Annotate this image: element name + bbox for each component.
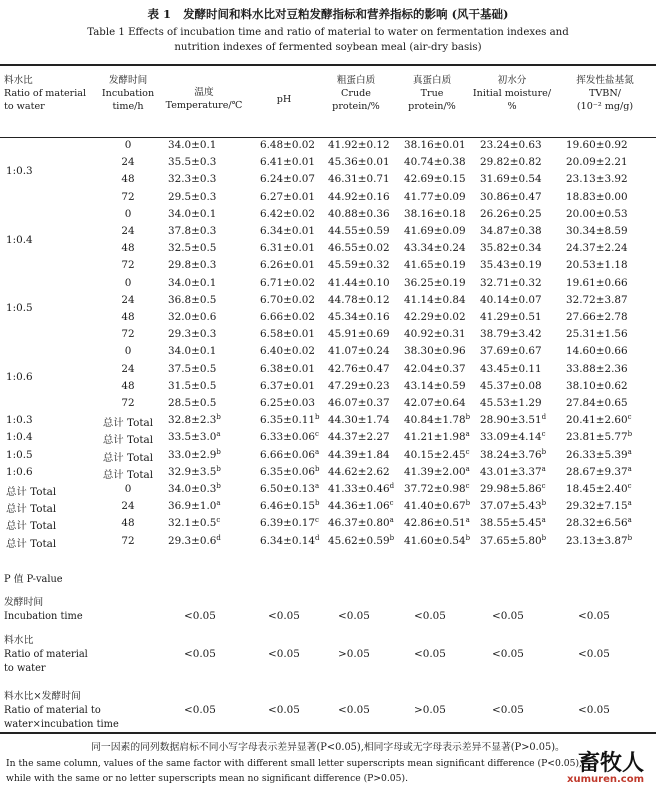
ratio-cell: 总计 Total bbox=[6, 486, 57, 498]
moisture-cell: 38.24±3.76$^b$ bbox=[480, 447, 547, 461]
header-true-protein: 真蛋白质 True protein/% bbox=[408, 75, 456, 112]
pvalue-cell: <0.05 bbox=[578, 610, 610, 622]
ph-cell: 6.39±0.17$^c$ bbox=[260, 516, 319, 530]
true-protein-cell: 40.84±1.78$^b$ bbox=[404, 413, 471, 427]
ph-cell: 6.66±0.06$^a$ bbox=[260, 447, 320, 461]
true-protein-cell: 41.69±0.09 bbox=[404, 225, 466, 237]
header-time: 发酵时间 Incubation time/h bbox=[101, 75, 155, 112]
tvbn-cell: 30.34±8.59 bbox=[566, 225, 628, 237]
temperature-cell: 32.1±0.5$^c$ bbox=[168, 516, 221, 530]
tvbn-cell: 27.84±0.65 bbox=[566, 397, 628, 409]
tvbn-cell: 38.10±0.62 bbox=[566, 379, 628, 392]
crude-protein-cell: 44.30±1.74 bbox=[328, 414, 390, 427]
true-protein-cell: 40.74±0.38 bbox=[404, 156, 466, 169]
ph-cell: 6.70±0.02 bbox=[260, 293, 315, 306]
total-row bbox=[0, 483, 656, 500]
footnote-en: In the same column, values of the same factor with different small letter superscripts mean significant difference (P<0.05), while with the same or no letter superscripts mean no significant difference (P>0.05). bbox=[6, 758, 582, 784]
ratio-cell: 1:0.3 bbox=[6, 414, 33, 427]
ph-cell: 6.38±0.01 bbox=[260, 362, 315, 375]
header-tvbn: 挥发性盐基氮 TVBN/ (10⁻² mg/g) bbox=[576, 75, 634, 112]
pvalue-cell: <0.05 bbox=[338, 704, 370, 716]
true-protein-cell: 41.21±1.98$^a$ bbox=[404, 430, 470, 444]
header-ratio: 料水比 Ratio of material to water bbox=[4, 75, 87, 112]
moisture-cell: 37.65±5.80$^b$ bbox=[480, 533, 547, 547]
temperature-cell: 32.3±0.3 bbox=[168, 173, 217, 186]
time-cell: 72 bbox=[121, 534, 135, 547]
temperature-cell: 31.5±0.5 bbox=[168, 379, 217, 392]
moisture-cell: 40.14±0.07 bbox=[480, 293, 542, 306]
true-protein-cell: 41.39±2.00$^a$ bbox=[404, 464, 470, 478]
true-protein-cell: 38.16±0.01 bbox=[404, 139, 466, 151]
pvalue-cell: <0.05 bbox=[338, 610, 370, 622]
temperature-cell: 28.5±0.5 bbox=[168, 397, 217, 409]
pvalue-factor-label: 发酵时间 Incubation time bbox=[4, 597, 83, 622]
tvbn-cell: 23.13±3.87$^b$ bbox=[566, 533, 633, 547]
time-cell: 24 bbox=[121, 293, 135, 306]
tvbn-cell: 18.45±2.40$^c$ bbox=[566, 482, 632, 495]
pvalue-factor-label: 料水比 Ratio of material to water bbox=[4, 635, 88, 674]
table-row bbox=[0, 363, 656, 380]
time-cell: 24 bbox=[121, 156, 135, 169]
temperature-cell: 34.0±0.1 bbox=[168, 345, 217, 358]
time-cell: 72 bbox=[121, 328, 135, 341]
crude-protein-cell: 45.36±0.01 bbox=[328, 156, 390, 169]
table-title-zh: 发酵时间和料水比对豆粕发酵指标和营养指标的影响 (风干基础) bbox=[183, 7, 509, 21]
tvbn-cell: 29.32±7.15$^a$ bbox=[566, 499, 632, 513]
moisture-cell: 28.90±3.51$^d$ bbox=[480, 413, 547, 427]
crude-protein-cell: 47.29±0.23 bbox=[328, 379, 390, 392]
crude-protein-cell: 41.44±0.10 bbox=[328, 276, 390, 289]
moisture-cell: 29.98±5.86$^c$ bbox=[480, 482, 546, 495]
temperature-cell: 32.8±2.3$^b$ bbox=[168, 413, 221, 427]
bottom-rule bbox=[0, 732, 656, 734]
moisture-cell: 45.53±1.29 bbox=[480, 397, 542, 409]
ph-cell: 6.34±0.01 bbox=[260, 225, 315, 237]
table-row bbox=[0, 242, 656, 259]
crude-protein-cell: 41.92±0.12 bbox=[328, 139, 390, 151]
table-row bbox=[0, 397, 656, 414]
time-cell: 0 bbox=[124, 345, 132, 358]
temperature-cell: 34.0±0.1 bbox=[168, 276, 217, 289]
table-label: 表 1 bbox=[147, 7, 172, 21]
temperature-cell: 29.3±0.3 bbox=[168, 328, 217, 341]
table-row bbox=[0, 294, 656, 311]
temperature-cell: 36.9±1.0$^a$ bbox=[168, 499, 221, 513]
top-rule bbox=[0, 64, 656, 66]
time-cell: 72 bbox=[121, 259, 135, 272]
pvalue-cell: <0.05 bbox=[268, 648, 300, 660]
ph-cell: 6.31±0.01 bbox=[260, 242, 315, 255]
ratio-cell: 1:0.4 bbox=[6, 431, 33, 444]
true-protein-cell: 42.86±0.51$^a$ bbox=[404, 516, 470, 530]
moisture-cell: 33.09±4.14$^c$ bbox=[480, 430, 546, 444]
tvbn-cell: 20.41±2.60$^c$ bbox=[566, 413, 632, 427]
tvbn-cell: 28.32±6.56$^a$ bbox=[566, 516, 632, 530]
temperature-cell: 32.5±0.5 bbox=[168, 242, 217, 255]
pvalue-cell: <0.05 bbox=[492, 610, 524, 622]
true-protein-cell: 41.65±0.19 bbox=[404, 259, 466, 272]
tvbn-cell: 20.09±2.21 bbox=[566, 156, 628, 169]
true-protein-cell: 38.30±0.96 bbox=[404, 345, 466, 358]
crude-protein-cell: 44.92±0.16 bbox=[328, 190, 390, 203]
moisture-cell: 38.55±5.45$^a$ bbox=[480, 516, 546, 530]
crude-protein-cell: 42.76±0.47 bbox=[328, 362, 390, 375]
ph-cell: 6.24±0.07 bbox=[260, 173, 315, 186]
ph-cell: 6.27±0.01 bbox=[260, 190, 315, 203]
ph-cell: 6.46±0.15$^b$ bbox=[260, 499, 320, 513]
table-caption-zh bbox=[0, 6, 656, 22]
watermark-url: xumuren.com bbox=[567, 774, 644, 785]
time-cell: 24 bbox=[121, 500, 135, 513]
pvalue-cell: <0.05 bbox=[414, 610, 446, 622]
true-protein-cell: 42.07±0.64 bbox=[404, 397, 466, 409]
ph-cell: 6.66±0.02 bbox=[260, 311, 315, 323]
time-cell: 48 bbox=[121, 242, 135, 255]
crude-protein-cell: 41.07±0.24 bbox=[328, 345, 390, 358]
tvbn-cell: 25.31±1.56 bbox=[566, 328, 628, 341]
pvalue-cell: <0.05 bbox=[578, 648, 610, 660]
pvalue-cell: <0.05 bbox=[268, 610, 300, 622]
moisture-cell: 32.71±0.32 bbox=[480, 276, 542, 289]
total-row bbox=[0, 517, 656, 534]
table-row bbox=[0, 191, 656, 208]
moisture-cell: 30.86±0.47 bbox=[480, 190, 542, 203]
ph-cell: 6.50±0.13$^a$ bbox=[260, 482, 320, 495]
ph-cell: 6.41±0.01 bbox=[260, 156, 315, 169]
ph-cell: 6.35±0.06$^b$ bbox=[260, 464, 320, 478]
time-cell: 48 bbox=[121, 517, 135, 530]
crude-protein-cell: 44.62±2.62 bbox=[328, 465, 390, 478]
total-row bbox=[0, 535, 656, 552]
crude-protein-cell: 46.55±0.02 bbox=[328, 242, 390, 255]
crude-protein-cell: 45.59±0.32 bbox=[328, 259, 390, 272]
group-label: 1:0.5 bbox=[6, 302, 33, 315]
tvbn-cell: 20.53±1.18 bbox=[566, 259, 628, 272]
time-cell: 0 bbox=[124, 276, 132, 289]
table-title-en-line1: Table 1 Effects of incubation time and ratio of material to water on fermentation indexes and bbox=[87, 27, 569, 38]
table-row bbox=[0, 225, 656, 242]
temperature-cell: 35.5±0.3 bbox=[168, 156, 217, 169]
tvbn-cell: 27.66±2.78 bbox=[566, 311, 628, 323]
tvbn-cell: 19.61±0.66 bbox=[566, 276, 628, 289]
temperature-cell: 36.8±0.5 bbox=[168, 293, 217, 306]
table-title-en-line2: nutrition indexes of fermented soybean meal (air-dry basis) bbox=[174, 42, 482, 53]
temperature-cell: 33.0±2.9$^b$ bbox=[168, 447, 221, 461]
true-protein-cell: 36.25±0.19 bbox=[404, 276, 466, 289]
crude-protein-cell: 44.55±0.59 bbox=[328, 225, 390, 237]
temperature-cell: 29.5±0.3 bbox=[168, 190, 217, 203]
pvalue-cell: <0.05 bbox=[268, 704, 300, 716]
tvbn-cell: 24.37±2.24 bbox=[566, 242, 628, 255]
tvbn-cell: 23.81±5.77$^b$ bbox=[566, 430, 633, 444]
temperature-cell: 34.0±0.1 bbox=[168, 139, 217, 151]
table-row bbox=[0, 156, 656, 173]
temperature-cell: 33.5±3.0$^a$ bbox=[168, 430, 221, 444]
ph-cell: 6.33±0.06$^c$ bbox=[260, 430, 319, 444]
moisture-cell: 43.01±3.37$^a$ bbox=[480, 464, 546, 478]
ratio-cell: 1:0.5 bbox=[6, 448, 33, 461]
true-protein-cell: 42.29±0.02 bbox=[404, 311, 466, 323]
temperature-cell: 34.0±0.1 bbox=[168, 207, 217, 220]
true-protein-cell: 42.04±0.37 bbox=[404, 362, 466, 375]
pvalue-factor-label: 料水比×发酵时间 Ratio of material to water×incubation time bbox=[4, 691, 119, 730]
time-cell: 72 bbox=[121, 190, 135, 203]
moisture-cell: 31.69±0.54 bbox=[480, 173, 542, 186]
time-cell: 总计 Total bbox=[102, 468, 154, 481]
group-label: 1:0.6 bbox=[6, 371, 33, 384]
true-protein-cell: 40.92±0.31 bbox=[404, 328, 466, 341]
moisture-cell: 34.87±0.38 bbox=[480, 225, 542, 237]
true-protein-cell: 41.60±0.54$^b$ bbox=[404, 533, 471, 547]
time-cell: 48 bbox=[121, 311, 135, 323]
crude-protein-cell: 40.88±0.36 bbox=[328, 207, 390, 220]
crude-protein-cell: 44.36±1.06$^c$ bbox=[328, 499, 394, 513]
table-row bbox=[0, 380, 656, 397]
pvalue-cell: <0.05 bbox=[492, 648, 524, 660]
ratio-cell: 1:0.6 bbox=[6, 465, 33, 478]
table-caption-en bbox=[0, 25, 656, 55]
time-cell: 0 bbox=[124, 139, 132, 151]
total-row bbox=[0, 466, 656, 483]
table-row bbox=[0, 277, 656, 294]
crude-protein-cell: 44.39±1.84 bbox=[328, 448, 390, 461]
group-label: 1:0.3 bbox=[6, 164, 33, 177]
pvalue-cell: <0.05 bbox=[184, 704, 216, 716]
true-protein-cell: 41.77±0.09 bbox=[404, 190, 466, 203]
watermark-text: 畜牧人 bbox=[577, 751, 644, 776]
temperature-cell: 37.5±0.5 bbox=[168, 362, 217, 375]
total-row bbox=[0, 449, 656, 466]
crude-protein-cell: 46.31±0.71 bbox=[328, 173, 390, 186]
ratio-cell: 总计 Total bbox=[6, 537, 57, 550]
time-cell: 总计 Total bbox=[102, 434, 154, 447]
ph-cell: 6.40±0.02 bbox=[260, 345, 315, 358]
true-protein-cell: 43.14±0.59 bbox=[404, 379, 466, 392]
pvalue-cell: >0.05 bbox=[338, 648, 370, 660]
true-protein-cell: 42.69±0.15 bbox=[404, 173, 466, 186]
tvbn-cell: 33.88±2.36 bbox=[566, 362, 628, 375]
header-temperature: 温度 Temperature/℃ bbox=[165, 87, 243, 111]
ph-cell: 6.71±0.02 bbox=[260, 276, 315, 289]
time-cell: 48 bbox=[121, 379, 135, 392]
moisture-cell: 37.07±5.43$^b$ bbox=[480, 499, 547, 513]
ph-cell: 6.58±0.01 bbox=[260, 328, 315, 341]
table-row bbox=[0, 311, 656, 328]
ph-cell: 6.26±0.01 bbox=[260, 259, 315, 272]
table-row bbox=[0, 259, 656, 276]
time-cell: 总计 Total bbox=[102, 451, 154, 464]
ph-cell: 6.25±0.03 bbox=[260, 397, 315, 409]
crude-protein-cell: 44.37±2.27 bbox=[328, 431, 390, 444]
crude-protein-cell: 44.78±0.12 bbox=[328, 293, 390, 306]
ph-cell: 6.42±0.02 bbox=[260, 207, 315, 220]
ph-cell: 6.37±0.01 bbox=[260, 379, 315, 392]
ratio-cell: 总计 Total bbox=[6, 503, 57, 516]
true-protein-cell: 37.72±0.98$^c$ bbox=[404, 482, 470, 495]
tvbn-cell: 14.60±0.66 bbox=[566, 345, 628, 358]
table-row bbox=[0, 173, 656, 190]
moisture-cell: 45.37±0.08 bbox=[480, 379, 542, 392]
footnote-zh: 同一因素的同列数据肩标不同小写字母表示差异显著(P<0.05),相同字母或无字母表示差异不显著(P>0.05)。 bbox=[91, 742, 565, 753]
crude-protein-cell: 41.33±0.46$^d$ bbox=[328, 482, 395, 495]
header-initial-moisture: 初水分 Initial moisture/ % bbox=[472, 75, 552, 112]
true-protein-cell: 38.16±0.18 bbox=[404, 207, 466, 220]
tvbn-cell: 26.33±5.39$^a$ bbox=[566, 447, 632, 461]
crude-protein-cell: 45.62±0.59$^b$ bbox=[328, 533, 395, 547]
tvbn-cell: 18.83±0.00 bbox=[566, 190, 628, 203]
pvalue-cell: <0.05 bbox=[414, 648, 446, 660]
true-protein-cell: 41.40±0.67$^b$ bbox=[404, 499, 471, 513]
tvbn-cell: 20.00±0.53 bbox=[566, 207, 628, 220]
total-row bbox=[0, 500, 656, 517]
moisture-cell: 38.79±3.42 bbox=[480, 328, 542, 341]
true-protein-cell: 41.14±0.84 bbox=[404, 293, 466, 306]
pvalue-title: P 值 P-value bbox=[4, 574, 63, 585]
temperature-cell: 37.8±0.3 bbox=[168, 225, 217, 237]
crude-protein-cell: 46.37±0.80$^a$ bbox=[328, 516, 394, 530]
pvalue-cell: <0.05 bbox=[578, 704, 610, 716]
total-row bbox=[0, 431, 656, 448]
true-protein-cell: 43.34±0.24 bbox=[404, 242, 466, 255]
time-cell: 48 bbox=[121, 173, 135, 186]
watermark-logo bbox=[520, 748, 650, 788]
tvbn-cell: 19.60±0.92 bbox=[566, 139, 628, 151]
ph-cell: 6.34±0.14$^d$ bbox=[260, 533, 320, 547]
ratio-cell: 总计 Total bbox=[6, 520, 57, 533]
moisture-cell: 43.45±0.11 bbox=[480, 362, 542, 375]
time-cell: 72 bbox=[121, 397, 135, 409]
moisture-cell: 26.26±0.25 bbox=[480, 207, 542, 220]
table-row bbox=[0, 345, 656, 362]
time-cell: 0 bbox=[124, 207, 132, 220]
temperature-cell: 29.8±0.3 bbox=[168, 259, 217, 272]
pvalue-cell: <0.05 bbox=[184, 648, 216, 660]
moisture-cell: 41.29±0.51 bbox=[480, 311, 542, 323]
moisture-cell: 35.82±0.34 bbox=[480, 242, 542, 255]
moisture-cell: 37.69±0.67 bbox=[480, 345, 542, 358]
total-row bbox=[0, 414, 656, 431]
moisture-cell: 35.43±0.19 bbox=[480, 259, 542, 272]
temperature-cell: 34.0±0.3$^b$ bbox=[168, 482, 221, 495]
crude-protein-cell: 45.34±0.16 bbox=[328, 311, 390, 323]
true-protein-cell: 40.15±2.45$^c$ bbox=[404, 447, 470, 461]
pvalue-cell: >0.05 bbox=[414, 704, 446, 716]
table-row bbox=[0, 139, 656, 156]
moisture-cell: 23.24±0.63 bbox=[480, 139, 542, 151]
header-ph: pH bbox=[276, 94, 292, 105]
temperature-cell: 29.3±0.6$^d$ bbox=[168, 533, 221, 547]
moisture-cell: 29.82±0.82 bbox=[480, 156, 542, 169]
ph-cell: 6.48±0.02 bbox=[260, 139, 315, 151]
tvbn-cell: 28.67±9.37$^a$ bbox=[566, 464, 632, 478]
time-cell: 0 bbox=[124, 483, 132, 495]
ph-cell: 6.35±0.11$^b$ bbox=[260, 413, 320, 427]
temperature-cell: 32.0±0.6 bbox=[168, 311, 217, 323]
time-cell: 24 bbox=[121, 225, 135, 237]
time-cell: 24 bbox=[121, 362, 135, 375]
table-row bbox=[0, 328, 656, 345]
group-label: 1:0.4 bbox=[6, 233, 33, 246]
header-rule bbox=[0, 137, 656, 138]
pvalue-cell: <0.05 bbox=[492, 704, 524, 716]
time-cell: 总计 Total bbox=[102, 417, 154, 430]
crude-protein-cell: 45.91±0.69 bbox=[328, 328, 390, 341]
tvbn-cell: 23.13±3.92 bbox=[566, 173, 628, 186]
pvalue-cell: <0.05 bbox=[184, 610, 216, 622]
table-row bbox=[0, 208, 656, 225]
temperature-cell: 32.9±3.5$^b$ bbox=[168, 464, 221, 478]
header-crude-protein: 粗蛋白质 Crude protein/% bbox=[332, 75, 380, 112]
tvbn-cell: 32.72±3.87 bbox=[566, 293, 628, 306]
crude-protein-cell: 46.07±0.37 bbox=[328, 397, 390, 409]
